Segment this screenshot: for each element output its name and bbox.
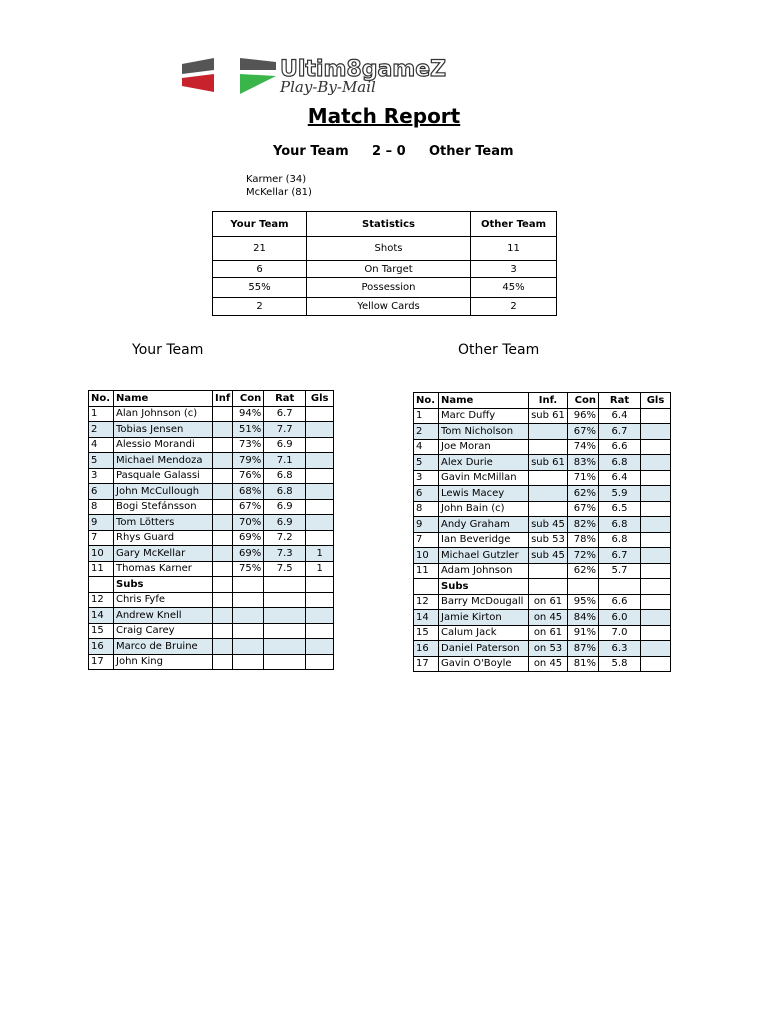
player-condition: 68%	[233, 484, 264, 500]
player-influence	[213, 515, 233, 531]
empty-cell	[306, 577, 334, 593]
player-number: 15	[414, 625, 439, 641]
player-influence: sub 45	[529, 548, 568, 564]
table-row	[414, 563, 671, 579]
player-goals	[306, 515, 334, 531]
player-goals	[641, 594, 671, 610]
player-influence	[213, 422, 233, 438]
player-influence	[213, 639, 233, 655]
stats-label: Possession	[307, 278, 471, 298]
table-row	[89, 592, 334, 608]
logo-image	[180, 56, 620, 96]
player-goals	[641, 641, 671, 657]
player-influence: on 61	[529, 594, 568, 610]
player-name: Joe Moran	[439, 439, 529, 455]
player-rating: 6.8	[599, 517, 641, 533]
empty-cell	[414, 579, 439, 595]
table-row	[89, 468, 334, 484]
player-influence	[529, 470, 568, 486]
player-name: Tom Lötters	[114, 515, 213, 531]
stats-home-value: 55%	[213, 278, 307, 298]
table-row	[414, 439, 671, 455]
table-row	[89, 546, 334, 562]
player-goals	[641, 439, 671, 455]
empty-cell	[264, 577, 306, 593]
player-goals	[641, 610, 671, 626]
player-rating: 7.5	[264, 561, 306, 577]
scorer: McKellar (81)	[246, 187, 312, 198]
header-rat: Rat	[599, 393, 641, 409]
empty-cell	[641, 579, 671, 595]
stats-row	[213, 261, 557, 278]
table-row	[414, 517, 671, 533]
player-influence	[213, 608, 233, 624]
stats-away-value: 45%	[471, 278, 557, 298]
empty-cell	[233, 577, 264, 593]
player-number: 11	[414, 563, 439, 579]
logo	[180, 56, 620, 96]
stats-away-value: 2	[471, 298, 557, 316]
player-rating: 6.8	[264, 484, 306, 500]
player-condition: 83%	[568, 455, 599, 471]
player-rating: 6.8	[264, 468, 306, 484]
player-goals	[306, 422, 334, 438]
goal-scorers	[246, 173, 312, 199]
stats-row	[213, 298, 557, 316]
player-rating: 5.9	[599, 486, 641, 502]
player-goals	[641, 532, 671, 548]
player-influence	[529, 563, 568, 579]
table-row	[89, 437, 334, 453]
roster-header-row	[414, 393, 671, 409]
player-influence	[213, 654, 233, 670]
player-condition: 69%	[233, 546, 264, 562]
player-influence: on 45	[529, 610, 568, 626]
player-goals	[641, 470, 671, 486]
away-team-heading: Other Team	[458, 342, 540, 358]
player-goals	[306, 406, 334, 422]
player-name: Gary McKellar	[114, 546, 213, 562]
player-rating	[264, 654, 306, 670]
player-influence: sub 61	[529, 455, 568, 471]
score-away-team: Other Team	[429, 144, 514, 159]
player-goals	[641, 625, 671, 641]
logo-brand: Ultim8gameZ	[280, 57, 447, 82]
player-rating: 6.8	[599, 455, 641, 471]
player-goals	[306, 453, 334, 469]
empty-cell	[568, 579, 599, 595]
player-name: Daniel Paterson	[439, 641, 529, 657]
subs-label: Subs	[114, 577, 213, 593]
table-row	[414, 625, 671, 641]
stats-label: Shots	[307, 237, 471, 261]
player-influence: sub 45	[529, 517, 568, 533]
empty-cell	[213, 577, 233, 593]
player-condition: 78%	[568, 532, 599, 548]
player-condition: 79%	[233, 453, 264, 469]
table-row	[89, 623, 334, 639]
table-row	[89, 639, 334, 655]
player-influence	[213, 530, 233, 546]
header-no: No.	[414, 393, 439, 409]
empty-cell	[599, 579, 641, 595]
player-influence	[213, 623, 233, 639]
stats-header-label: Statistics	[307, 212, 471, 237]
header-con: Con	[568, 393, 599, 409]
header-no: No.	[89, 391, 114, 407]
player-influence	[529, 439, 568, 455]
player-goals	[306, 608, 334, 624]
player-name: Gavin O'Boyle	[439, 656, 529, 672]
player-number: 3	[89, 468, 114, 484]
table-row	[89, 422, 334, 438]
roster-header-row	[89, 391, 334, 407]
player-rating	[264, 592, 306, 608]
player-number: 5	[89, 453, 114, 469]
player-influence	[213, 453, 233, 469]
player-influence	[529, 486, 568, 502]
player-number: 6	[414, 486, 439, 502]
player-rating: 7.1	[264, 453, 306, 469]
player-influence: sub 61	[529, 408, 568, 424]
player-influence	[529, 501, 568, 517]
player-condition	[233, 654, 264, 670]
player-name: Pasquale Galassi	[114, 468, 213, 484]
player-number: 4	[414, 439, 439, 455]
table-row	[414, 486, 671, 502]
player-condition: 62%	[568, 563, 599, 579]
player-goals	[306, 437, 334, 453]
player-name: Barry McDougall	[439, 594, 529, 610]
player-influence: sub 53	[529, 532, 568, 548]
player-name: Michael Gutzler	[439, 548, 529, 564]
subs-row	[414, 579, 671, 595]
player-rating: 6.8	[599, 532, 641, 548]
player-influence	[213, 499, 233, 515]
stats-home-value: 6	[213, 261, 307, 278]
player-rating: 7.0	[599, 625, 641, 641]
player-goals	[641, 501, 671, 517]
table-row	[414, 470, 671, 486]
player-rating	[264, 608, 306, 624]
home-roster-table	[88, 390, 334, 670]
player-name: John McCullough	[114, 484, 213, 500]
table-row	[414, 548, 671, 564]
player-rating: 5.8	[599, 656, 641, 672]
player-condition	[233, 592, 264, 608]
player-number: 17	[89, 654, 114, 670]
player-name: Adam Johnson	[439, 563, 529, 579]
player-rating: 6.0	[599, 610, 641, 626]
player-name: Tobias Jensen	[114, 422, 213, 438]
player-name: Andrew Knell	[114, 608, 213, 624]
player-condition: 95%	[568, 594, 599, 610]
player-name: Marc Duffy	[439, 408, 529, 424]
player-number: 7	[414, 532, 439, 548]
player-rating: 6.9	[264, 437, 306, 453]
player-number: 8	[89, 499, 114, 515]
player-number: 14	[414, 610, 439, 626]
player-condition: 76%	[233, 468, 264, 484]
empty-cell	[529, 579, 568, 595]
player-rating: 6.7	[599, 424, 641, 440]
table-row	[89, 530, 334, 546]
player-condition: 81%	[568, 656, 599, 672]
subs-row	[89, 577, 334, 593]
player-rating: 6.7	[264, 406, 306, 422]
header-gls: Gls	[641, 393, 671, 409]
player-name: Michael Mendoza	[114, 453, 213, 469]
table-row	[89, 515, 334, 531]
stats-away-value: 11	[471, 237, 557, 261]
player-condition: 75%	[233, 561, 264, 577]
player-influence	[213, 561, 233, 577]
player-goals	[306, 639, 334, 655]
table-row	[414, 641, 671, 657]
player-influence	[213, 468, 233, 484]
player-goals	[641, 548, 671, 564]
table-row	[89, 654, 334, 670]
player-rating	[264, 639, 306, 655]
player-goals: 1	[306, 546, 334, 562]
player-condition: 69%	[233, 530, 264, 546]
player-rating: 6.4	[599, 470, 641, 486]
empty-cell	[89, 577, 114, 593]
player-name: Marco de Bruine	[114, 639, 213, 655]
table-row	[414, 610, 671, 626]
player-condition: 74%	[568, 439, 599, 455]
player-number: 4	[89, 437, 114, 453]
player-number: 7	[89, 530, 114, 546]
player-name: Lewis Macey	[439, 486, 529, 502]
table-row	[89, 453, 334, 469]
player-number: 10	[89, 546, 114, 562]
player-rating: 5.7	[599, 563, 641, 579]
player-number: 1	[89, 406, 114, 422]
player-condition: 71%	[568, 470, 599, 486]
player-goals	[641, 656, 671, 672]
player-condition	[233, 623, 264, 639]
player-condition: 72%	[568, 548, 599, 564]
player-rating: 6.3	[599, 641, 641, 657]
player-condition: 91%	[568, 625, 599, 641]
player-condition: 67%	[568, 424, 599, 440]
player-name: Jamie Kirton	[439, 610, 529, 626]
player-name: Tom Nicholson	[439, 424, 529, 440]
stats-label: On Target	[307, 261, 471, 278]
player-name: John Bain (c)	[439, 501, 529, 517]
player-number: 3	[414, 470, 439, 486]
player-number: 17	[414, 656, 439, 672]
player-influence	[213, 592, 233, 608]
player-name: Bogi Stefánsson	[114, 499, 213, 515]
player-rating: 6.6	[599, 594, 641, 610]
table-row	[414, 408, 671, 424]
player-name: Thomas Karner	[114, 561, 213, 577]
player-goals	[306, 592, 334, 608]
score-result: 2 – 0	[372, 144, 406, 159]
player-goals	[306, 654, 334, 670]
player-name: Gavin McMillan	[439, 470, 529, 486]
player-number: 15	[89, 623, 114, 639]
player-name: Andy Graham	[439, 517, 529, 533]
player-condition: 87%	[568, 641, 599, 657]
player-condition: 67%	[568, 501, 599, 517]
player-number: 16	[414, 641, 439, 657]
table-row	[89, 406, 334, 422]
home-team-heading: Your Team	[132, 342, 204, 358]
score-home-team: Your Team	[273, 144, 349, 159]
player-rating: 7.2	[264, 530, 306, 546]
table-row	[414, 532, 671, 548]
stats-home-value: 2	[213, 298, 307, 316]
table-row	[414, 656, 671, 672]
player-number: 9	[414, 517, 439, 533]
player-condition: 82%	[568, 517, 599, 533]
subs-label: Subs	[439, 579, 529, 595]
player-number: 8	[414, 501, 439, 517]
player-condition: 96%	[568, 408, 599, 424]
player-number: 12	[414, 594, 439, 610]
player-rating: 6.6	[599, 439, 641, 455]
player-rating: 6.5	[599, 501, 641, 517]
player-condition	[233, 639, 264, 655]
player-rating: 6.9	[264, 515, 306, 531]
table-row	[414, 594, 671, 610]
table-row	[89, 499, 334, 515]
player-name: Ian Beveridge	[439, 532, 529, 548]
header-name: Name	[114, 391, 213, 407]
player-condition: 84%	[568, 610, 599, 626]
stats-header-row	[213, 212, 557, 237]
player-number: 14	[89, 608, 114, 624]
player-condition: 73%	[233, 437, 264, 453]
logo-tagline: Play-By-Mail	[280, 78, 376, 96]
player-name: Rhys Guard	[114, 530, 213, 546]
table-row	[414, 455, 671, 471]
player-goals: 1	[306, 561, 334, 577]
stats-header-away: Other Team	[471, 212, 557, 237]
player-goals	[641, 563, 671, 579]
player-influence	[213, 484, 233, 500]
player-rating: 6.4	[599, 408, 641, 424]
player-goals	[641, 517, 671, 533]
player-number: 12	[89, 592, 114, 608]
player-name: Craig Carey	[114, 623, 213, 639]
header-gls: Gls	[306, 391, 334, 407]
table-row	[89, 561, 334, 577]
scorer: Karmer (34)	[246, 174, 307, 185]
player-influence	[213, 546, 233, 562]
table-row	[89, 484, 334, 500]
stats-row	[213, 278, 557, 298]
player-influence	[529, 424, 568, 440]
table-row	[414, 424, 671, 440]
player-influence	[213, 437, 233, 453]
player-name: Alan Johnson (c)	[114, 406, 213, 422]
player-number: 6	[89, 484, 114, 500]
player-rating: 7.3	[264, 546, 306, 562]
player-number: 9	[89, 515, 114, 531]
stats-away-value: 3	[471, 261, 557, 278]
away-roster-table	[413, 392, 671, 672]
player-rating: 6.9	[264, 499, 306, 515]
page-title: Match Report	[307, 104, 461, 128]
player-name: Chris Fyfe	[114, 592, 213, 608]
header-rat: Rat	[264, 391, 306, 407]
player-condition: 70%	[233, 515, 264, 531]
player-goals	[306, 499, 334, 515]
player-influence: on 45	[529, 656, 568, 672]
player-name: Alex Durie	[439, 455, 529, 471]
player-goals	[641, 455, 671, 471]
stats-home-value: 21	[213, 237, 307, 261]
player-number: 2	[414, 424, 439, 440]
player-condition: 67%	[233, 499, 264, 515]
player-goals	[641, 486, 671, 502]
player-number: 10	[414, 548, 439, 564]
table-row	[89, 608, 334, 624]
player-condition: 51%	[233, 422, 264, 438]
player-condition: 94%	[233, 406, 264, 422]
stats-header-home: Your Team	[213, 212, 307, 237]
player-goals	[306, 468, 334, 484]
player-rating: 6.7	[599, 548, 641, 564]
player-number: 5	[414, 455, 439, 471]
player-name: Alessio Morandi	[114, 437, 213, 453]
match-stats-table	[212, 211, 557, 316]
header-inf: Inf.	[529, 393, 568, 409]
player-condition: 62%	[568, 486, 599, 502]
player-number: 1	[414, 408, 439, 424]
header-name: Name	[439, 393, 529, 409]
player-influence	[213, 406, 233, 422]
player-goals	[641, 408, 671, 424]
player-name: Calum Jack	[439, 625, 529, 641]
player-goals	[306, 623, 334, 639]
player-rating	[264, 623, 306, 639]
player-influence: on 61	[529, 625, 568, 641]
player-rating: 7.7	[264, 422, 306, 438]
player-goals	[306, 484, 334, 500]
header-inf: Inf	[213, 391, 233, 407]
table-row	[414, 501, 671, 517]
player-name: John King	[114, 654, 213, 670]
player-goals	[641, 424, 671, 440]
player-number: 16	[89, 639, 114, 655]
player-condition	[233, 608, 264, 624]
stats-label: Yellow Cards	[307, 298, 471, 316]
stats-row	[213, 237, 557, 261]
player-number: 2	[89, 422, 114, 438]
player-influence: on 53	[529, 641, 568, 657]
player-goals	[306, 530, 334, 546]
header-con: Con	[233, 391, 264, 407]
player-number: 11	[89, 561, 114, 577]
